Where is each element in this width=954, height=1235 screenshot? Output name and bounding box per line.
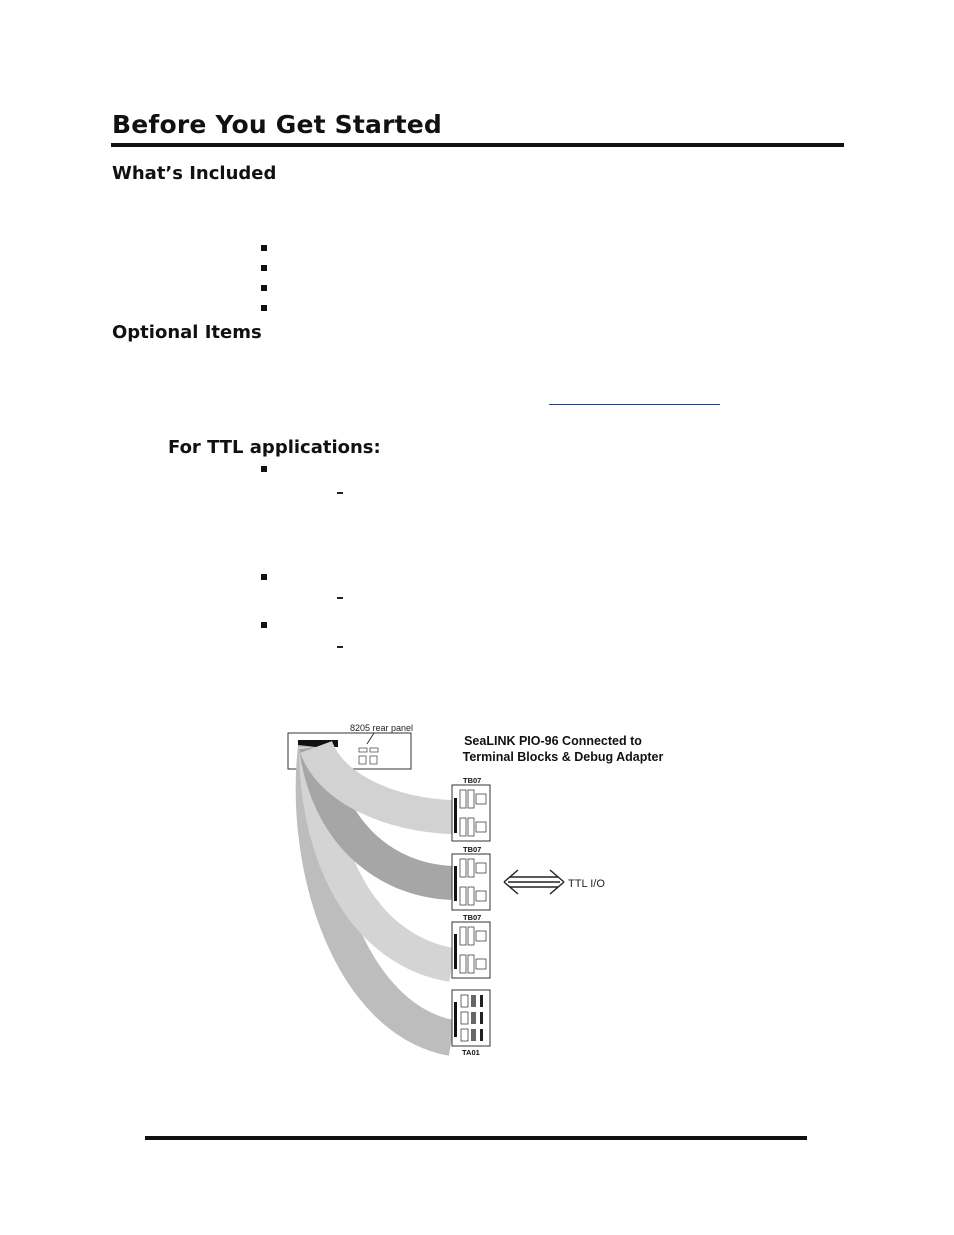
heading-whats-included: What’s Included xyxy=(112,163,277,184)
figure-title-line2: Terminal Blocks & Debug Adapter xyxy=(462,750,664,764)
block-label: TB07 xyxy=(463,776,482,785)
bullet-icon xyxy=(261,245,267,251)
bullet-icon xyxy=(261,285,267,291)
page-title: Before You Get Started xyxy=(112,110,443,139)
panel-label: 8205 rear panel xyxy=(350,723,414,733)
ttl-io-label: TTL I/O xyxy=(568,878,605,890)
bullet-icon xyxy=(261,622,267,628)
debug-adapter-block xyxy=(452,990,490,1046)
bullet-icon xyxy=(261,305,267,311)
block-label: TA01 xyxy=(462,1048,480,1057)
dash-icon xyxy=(337,597,343,599)
terminal-block-1 xyxy=(452,785,490,841)
heading-optional-items: Optional Items xyxy=(112,322,262,343)
terminal-block-2 xyxy=(452,854,490,910)
block-label: TB07 xyxy=(463,845,482,854)
bullet-icon xyxy=(261,466,267,472)
dash-icon xyxy=(337,492,343,494)
dash-icon xyxy=(337,646,343,648)
footer-rule xyxy=(145,1136,807,1140)
bullet-icon xyxy=(261,265,267,271)
block-label: TB07 xyxy=(463,913,482,922)
terminal-block-3 xyxy=(452,922,490,978)
title-rule xyxy=(111,143,844,147)
bidirectional-arrow-icon xyxy=(504,870,564,894)
connection-diagram xyxy=(282,720,682,1065)
hyperlink-underline[interactable] xyxy=(549,404,720,405)
heading-ttl-applications: For TTL applications: xyxy=(168,437,381,458)
bullet-icon xyxy=(261,574,267,580)
figure-title-line1: SeaLINK PIO-96 Connected to xyxy=(464,734,642,748)
